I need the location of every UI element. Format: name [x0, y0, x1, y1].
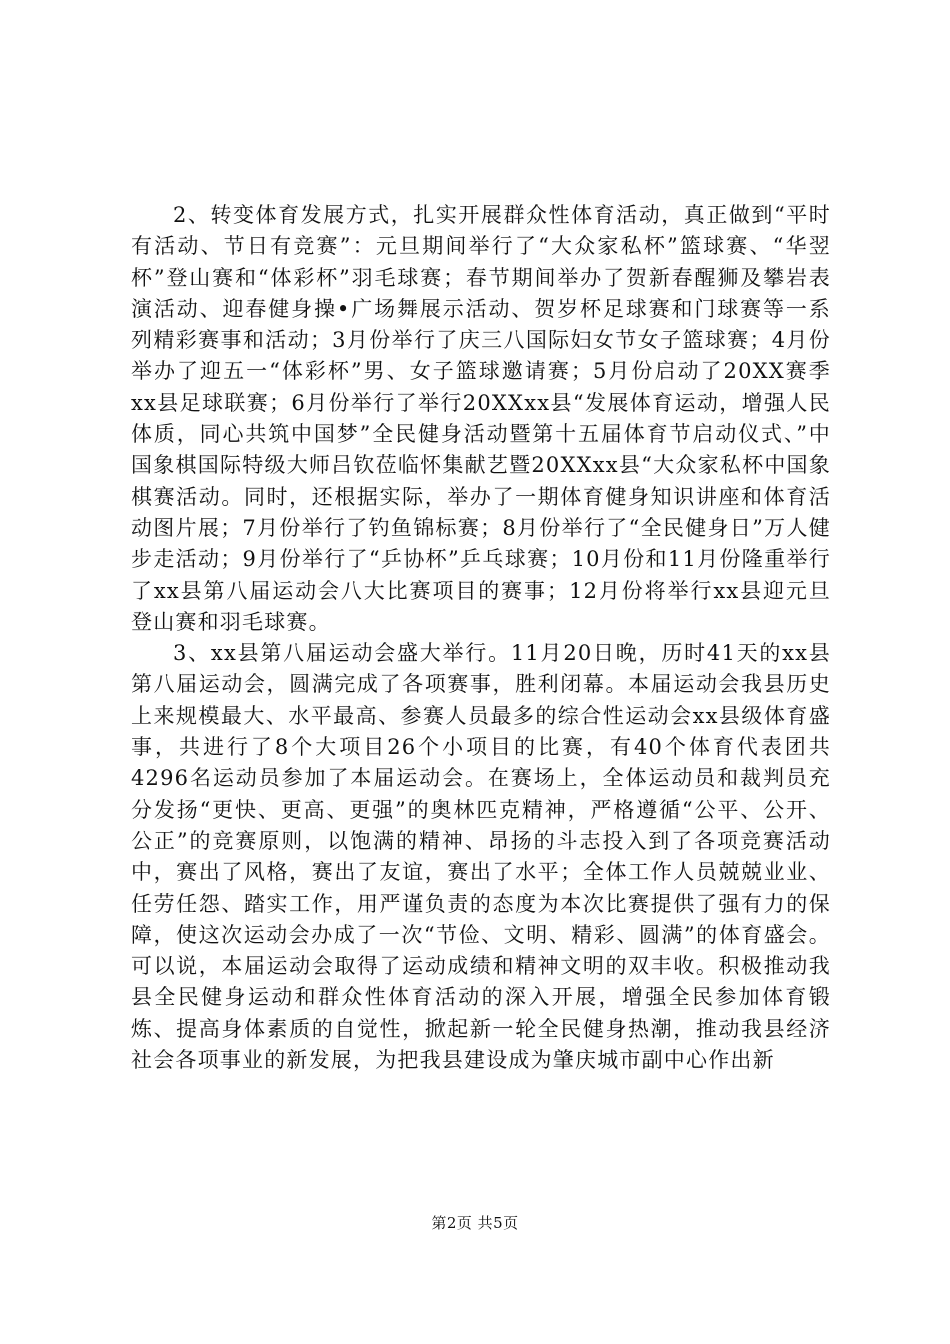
page-number-footer: 第2页 共5页: [431, 1214, 519, 1232]
document-body: [131, 200, 831, 1076]
paragraph-sports-activities: 2、转变体育发展方式，扎实开展群众性体育活动，真正做到“平时有活动、节日有竞赛”：元旦期间举行了“大众家私杯”篮球赛、“华翌杯”登山赛和“体彩杯”羽毛球赛；春节期间举办了贺新春醒狮及攀岩表演活动、迎春健身操•广场舞展示活动、贺岁杯足球赛和门球赛等一系列精彩赛事和活动；3月份举行了庆三八国际妇女节女子篮球赛；4月份举办了迎五一“体彩杯”男、女子篮球邀请赛；5月份启动了20XX赛季xx县足球联赛；6月份举行了举行20XXxx县“发展体育运动，增强人民体质，同心共筑中国梦”全民健身活动暨第十五届体育节启动仪式、”中国象棋国际特级大师吕钦莅临怀集献艺暨20XXxx县“大众家私杯中国象棋赛活动。同时，还根据实际，举办了一期体育健身知识讲座和体育活动图片展；7月份举行了钓鱼锦标赛；8月份举行了“全民健身日”万人健步走活动；9月份举行了“乒协杯”乒乓球赛；10月份和11月份隆重举行了xx县第八届运动会八大比赛项目的赛事；12月份将举行xx县迎元旦登山赛和羽毛球赛。: [131, 203, 831, 634]
paragraph-county-games: 3、xx县第八届运动会盛大举行。11月20日晚，历时41天的xx县第八届运动会，圆满完成了各项赛事，胜利闭幕。本届运动会我县历史上来规模最大、水平最高、参赛人员最多的综合性运动会xx县级体育盛事，共进行了8个大项目26个小项目的比赛，有40个体育代表团共4296名运动员参加了本届运动会。在赛场上，全体运动员和裁判员充分发扬“更快、更高、更强”的奥林匹克精神，严格遵循“公平、公开、公正”的竞赛原则，以饱满的精神、昂扬的斗志投入到了各项竞赛活动中，赛出了风格，赛出了友谊，赛出了水平；全体工作人员兢兢业业、任劳任怨、踏实工作，用严谨负责的态度为本次比赛提供了强有力的保障，使这次运动会办成了一次“节俭、文明、精彩、圆满”的体育盛会。可以说，本届运动会取得了运动成绩和精神文明的双丰收。积极推动我县全民健身运动和群众性体育活动的深入开展，增强全民参加体育锻炼、提高身体素质的自觉性，掀起新一轮全民健身热潮，推动我县经济社会各项事业的新发展，为把我县建设成为肇庆城市副中心作出新: [131, 641, 831, 1073]
